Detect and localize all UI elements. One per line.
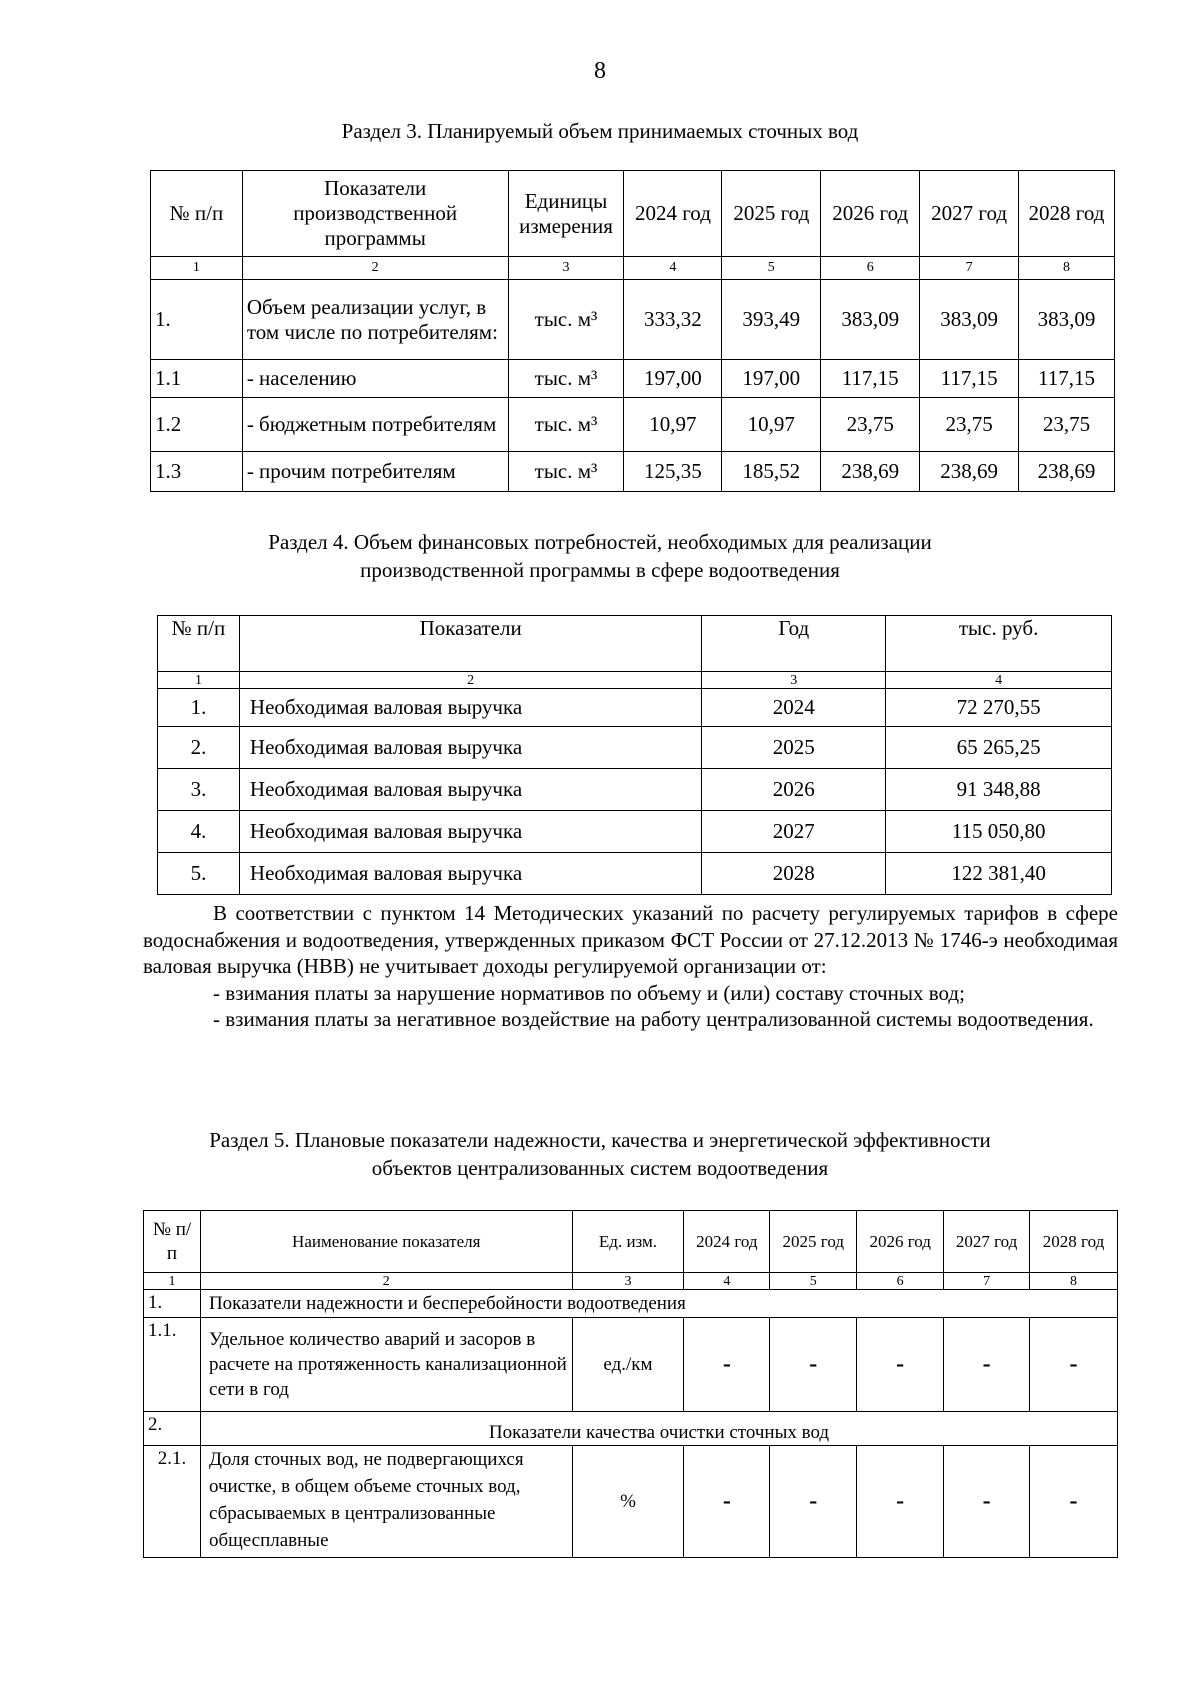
- row-value: 91 348,88: [886, 769, 1112, 811]
- table-header-row: [144, 1211, 1118, 1273]
- table-header-row: [151, 171, 1115, 257]
- row-number: 2.1.: [144, 1446, 201, 1558]
- row-number: 4.: [158, 811, 240, 853]
- section4-title-line2: производственной программы в сфере водоотведения: [360, 558, 840, 582]
- section4-title-line1: Раздел 4. Объем финансовых потребностей, необходимых для реализации: [268, 530, 932, 554]
- table-row: [144, 1446, 1118, 1558]
- row-value: 72 270,55: [886, 689, 1112, 727]
- value-2024: -: [684, 1318, 770, 1412]
- group-number: 1.: [144, 1290, 201, 1318]
- row-unit: %: [572, 1446, 684, 1558]
- value-2024: 197,00: [624, 360, 722, 398]
- column-number: 3: [702, 672, 886, 689]
- column-number: 4: [684, 1273, 770, 1290]
- row-name: Необходимая валовая выручка: [239, 811, 702, 853]
- row-name: Необходимая валовая выручка: [239, 727, 702, 769]
- column-number: 6: [857, 1273, 944, 1290]
- table-header-row: [158, 616, 1112, 672]
- row-year: 2028: [702, 853, 886, 895]
- header-cell: 2026 год: [857, 1211, 944, 1273]
- row-value: 65 265,25: [886, 727, 1112, 769]
- header-cell: Единицы измерения: [508, 171, 624, 257]
- row-unit: тыс. м³: [508, 280, 624, 360]
- column-number: 1: [151, 257, 243, 280]
- value-2027: 23,75: [920, 398, 1019, 452]
- row-number: 1.1.: [144, 1318, 201, 1412]
- value-2027: -: [944, 1318, 1030, 1412]
- row-name: - бюджетным потребителям: [242, 398, 508, 452]
- header-cell: 2027 год: [944, 1211, 1030, 1273]
- table-row: [151, 280, 1115, 360]
- column-number: 6: [821, 257, 920, 280]
- column-number-row: [151, 257, 1115, 280]
- value-2026: -: [857, 1446, 944, 1558]
- value-2026: 23,75: [821, 398, 920, 452]
- value-2026: -: [857, 1318, 944, 1412]
- value-2026: 117,15: [821, 360, 920, 398]
- header-cell: № п/п: [151, 171, 243, 257]
- column-number-row: [158, 672, 1112, 689]
- value-2026: 383,09: [821, 280, 920, 360]
- column-number: 4: [886, 672, 1112, 689]
- row-number: 1.1: [151, 360, 243, 398]
- header-cell: Ед. изм.: [572, 1211, 684, 1273]
- column-number: 5: [722, 257, 821, 280]
- column-number: 8: [1019, 257, 1115, 280]
- column-number: 4: [624, 257, 722, 280]
- header-cell: Показатели: [239, 616, 702, 672]
- column-number: 8: [1030, 1273, 1118, 1290]
- value-2024: 333,32: [624, 280, 722, 360]
- section3-table: [150, 170, 1115, 492]
- row-unit: ед./км: [572, 1318, 684, 1412]
- row-unit: тыс. м³: [508, 360, 624, 398]
- group-row: [144, 1412, 1118, 1446]
- column-number: 2: [200, 1273, 572, 1290]
- value-2027: -: [944, 1446, 1030, 1558]
- header-cell: 2025 год: [722, 171, 821, 257]
- row-number: 3.: [158, 769, 240, 811]
- header-cell: № п/п: [144, 1211, 201, 1273]
- value-2025: 185,52: [722, 452, 821, 492]
- header-cell: тыс. руб.: [886, 616, 1112, 672]
- group-number: 2.: [144, 1412, 201, 1446]
- row-year: 2027: [702, 811, 886, 853]
- section5-title-line1: Раздел 5. Плановые показатели надежности, качества и энергетической эффективности: [209, 1128, 991, 1152]
- header-cell: 2024 год: [624, 171, 722, 257]
- table-row: [151, 398, 1115, 452]
- row-number: 1.2: [151, 398, 243, 452]
- header-cell: № п/п: [158, 616, 240, 672]
- table-row: [144, 1318, 1118, 1412]
- column-number: 2: [242, 257, 508, 280]
- header-cell: 2028 год: [1030, 1211, 1118, 1273]
- value-2024: 125,35: [624, 452, 722, 492]
- group-row: [144, 1290, 1118, 1318]
- header-cell: 2026 год: [821, 171, 920, 257]
- row-value: 122 381,40: [886, 853, 1112, 895]
- value-2027: 383,09: [920, 280, 1019, 360]
- table-row: [158, 811, 1112, 853]
- value-2025: 393,49: [722, 280, 821, 360]
- value-2027: 238,69: [920, 452, 1019, 492]
- section3-title: Раздел 3. Планируемый объем принимаемых сточных вод: [341, 119, 859, 143]
- table-row: [151, 452, 1115, 492]
- group-title: Показатели качества очистки сточных вод: [200, 1412, 1117, 1446]
- row-number: 2.: [158, 727, 240, 769]
- value-2028: 238,69: [1019, 452, 1115, 492]
- column-number: 1: [144, 1273, 201, 1290]
- header-cell: Показатели производственной программы: [242, 171, 508, 257]
- value-2024: -: [684, 1446, 770, 1558]
- header-cell: 2025 год: [770, 1211, 857, 1273]
- row-unit: тыс. м³: [508, 398, 624, 452]
- group-title: Показатели надежности и бесперебойности водоотведения: [200, 1290, 1117, 1318]
- value-2026: 238,69: [821, 452, 920, 492]
- body-paragraph: [143, 900, 1118, 1033]
- column-number: 3: [572, 1273, 684, 1290]
- row-year: 2026: [702, 769, 886, 811]
- column-number: 7: [944, 1273, 1030, 1290]
- table-row: [151, 360, 1115, 398]
- value-2024: 10,97: [624, 398, 722, 452]
- row-number: 1.: [151, 280, 243, 360]
- table-row: [158, 853, 1112, 895]
- value-2025: 10,97: [722, 398, 821, 452]
- page-number: 8: [594, 58, 606, 84]
- value-2028: 383,09: [1019, 280, 1115, 360]
- header-cell: 2024 год: [684, 1211, 770, 1273]
- row-year: 2024: [702, 689, 886, 727]
- row-name: Доля сточных вод, не подвергающихся очистке, в общем объеме сточных вод, сбрасываемых в централизованные общесплавные: [200, 1446, 572, 1558]
- row-year: 2025: [702, 727, 886, 769]
- section4-table: [157, 615, 1112, 895]
- row-unit: тыс. м³: [508, 452, 624, 492]
- row-name: Объем реализации услуг, в том числе по потребителям:: [242, 280, 508, 360]
- row-number: 1.3: [151, 452, 243, 492]
- value-2028: 117,15: [1019, 360, 1115, 398]
- column-number: 3: [508, 257, 624, 280]
- table-row: [158, 727, 1112, 769]
- value-2025: -: [770, 1446, 857, 1558]
- section5-table: [143, 1210, 1118, 1558]
- list-item: - взимания платы за нарушение нормативов по объему и (или) составу сточных вод;: [213, 980, 965, 1005]
- column-number: 1: [158, 672, 240, 689]
- row-name: Необходимая валовая выручка: [239, 689, 702, 727]
- section5-title-line2: объектов централизованных систем водоотведения: [371, 1156, 829, 1180]
- row-name: - населению: [242, 360, 508, 398]
- value-2028: -: [1030, 1446, 1118, 1558]
- header-cell: Год: [702, 616, 886, 672]
- row-value: 115 050,80: [886, 811, 1112, 853]
- row-number: 1.: [158, 689, 240, 727]
- list-item: - взимания платы за негативное воздействие на работу централизованной системы водоотведения.: [213, 1007, 1094, 1031]
- value-2025: -: [770, 1318, 857, 1412]
- row-name: - прочим потребителям: [242, 452, 508, 492]
- column-number-row: [144, 1273, 1118, 1290]
- header-cell: 2027 год: [920, 171, 1019, 257]
- column-number: 7: [920, 257, 1019, 280]
- row-name: Необходимая валовая выручка: [239, 769, 702, 811]
- row-name: Необходимая валовая выручка: [239, 853, 702, 895]
- value-2028: 23,75: [1019, 398, 1115, 452]
- value-2028: -: [1030, 1318, 1118, 1412]
- table-row: [158, 769, 1112, 811]
- table-row: [158, 689, 1112, 727]
- header-cell: Наименование показателя: [200, 1211, 572, 1273]
- paragraph-text: В соответствии с пунктом 14 Методических указаний по расчету регулируемых тарифов в сфере водоснабжения и водоотведения, утвержденных приказом ФСТ России от 27.12.2013 № 1746-э необходимая валовая выручка (НВВ) не учитывает доходы регулируемой организации от:: [143, 901, 1118, 978]
- value-2025: 197,00: [722, 360, 821, 398]
- row-name: Удельное количество аварий и засоров в расчете на протяженность канализационной сети в год: [200, 1318, 572, 1412]
- column-number: 2: [239, 672, 702, 689]
- value-2027: 117,15: [920, 360, 1019, 398]
- header-cell: 2028 год: [1019, 171, 1115, 257]
- column-number: 5: [770, 1273, 857, 1290]
- row-number: 5.: [158, 853, 240, 895]
